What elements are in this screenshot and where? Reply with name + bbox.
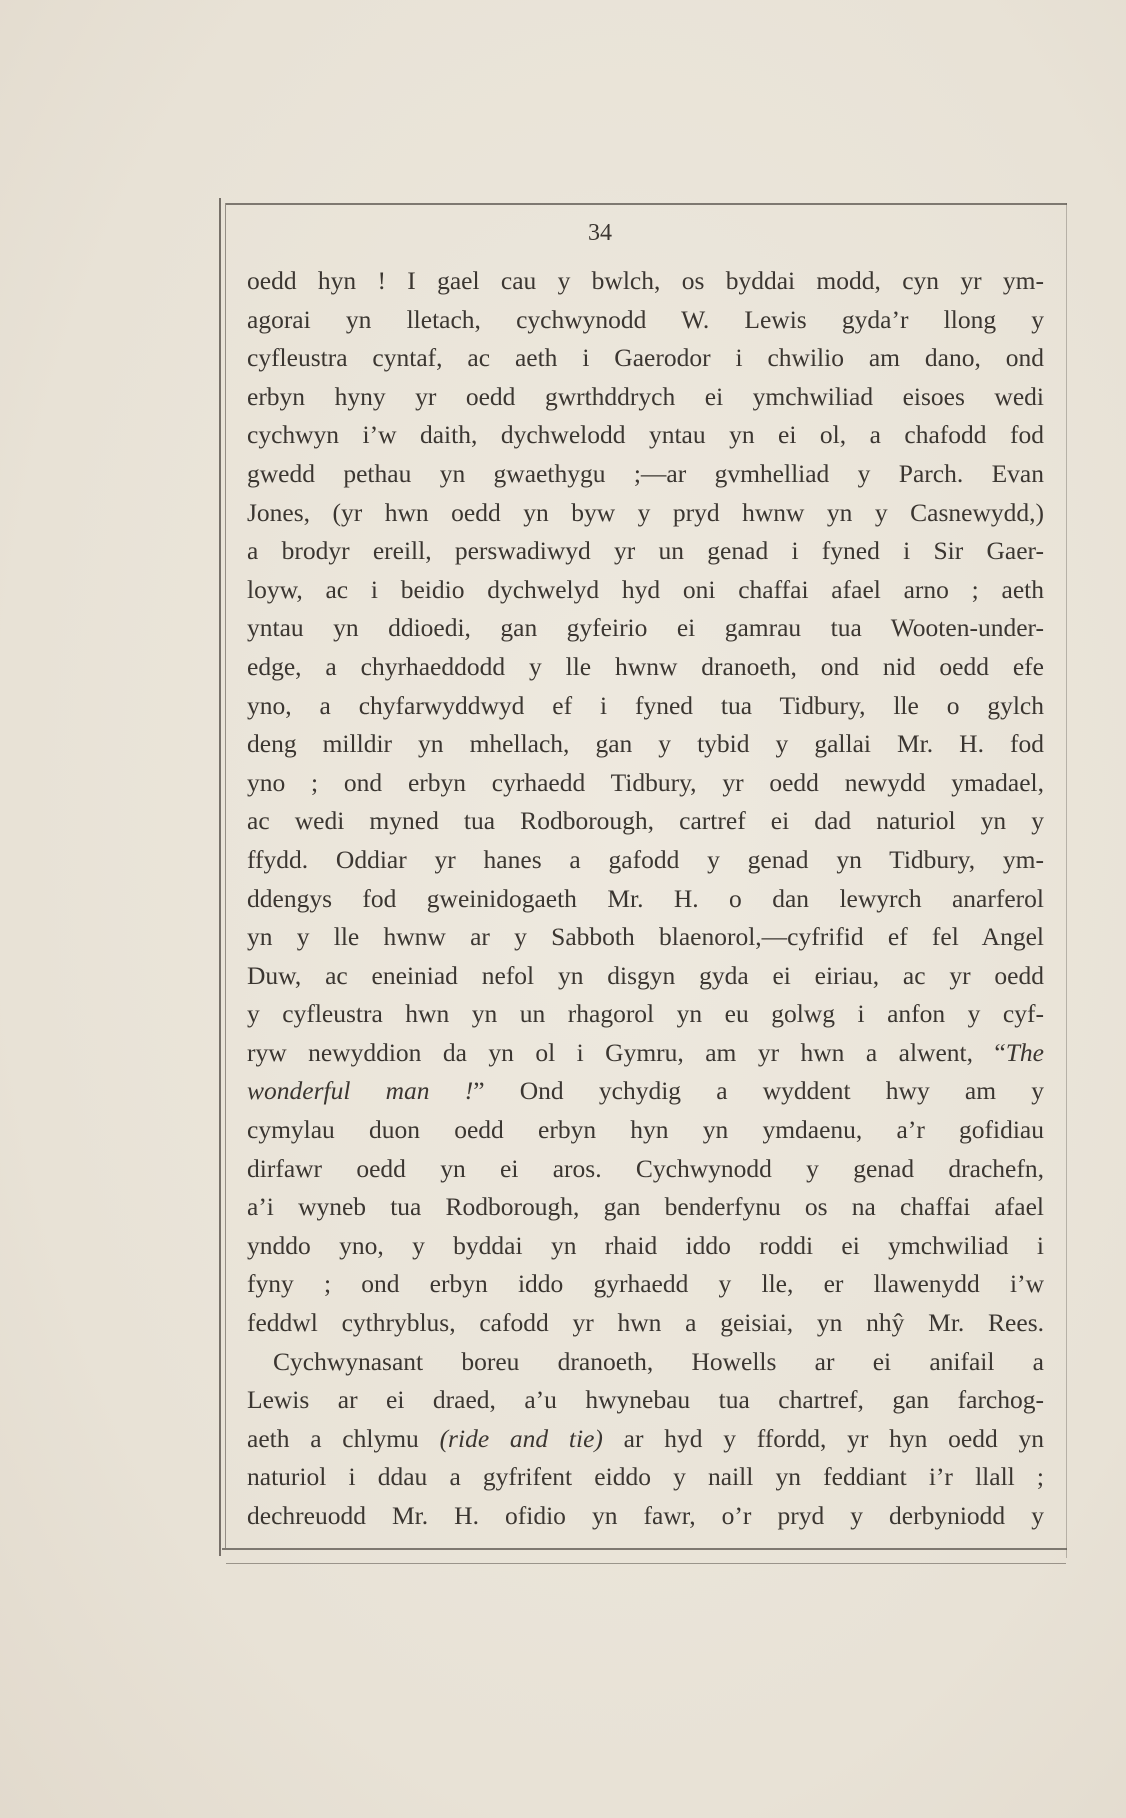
text-line: gwedd pethau yn gwaethygu ;—ar gvmhelliad y Parch. Evan: [247, 458, 1044, 488]
text-line: agorai yn lletach, cychwynodd W. Lewis gyda’r llong y: [247, 304, 1044, 334]
left-inner-border-rule: [225, 203, 226, 1548]
text-line: fyny ; ond erbyn iddo gyrhaedd y lle, er llawenydd i’w: [247, 1269, 1044, 1299]
text-line: a’i wyneb tua Rodborough, gan benderfynu os na chaffai afael: [247, 1192, 1044, 1222]
text-line: erbyn hyny yr oedd gwrthddrych ei ymchwiliad eisoes wedi: [247, 381, 1044, 411]
text-line: y cyfleustra hwn yn un rhagorol yn eu golwg i anfon y cyf-: [247, 999, 1044, 1029]
text-line: [247, 1072, 1044, 1111]
text-line: oedd hyn ! I gael cau y bwlch, os byddai modd, cyn yr ym-: [247, 266, 1044, 295]
text-line: feddwl cythryblus, cafodd yr hwn a geisiai, yn nhŷ Mr. Rees.: [247, 1308, 1044, 1338]
bottom-inner-border-rule: [226, 1563, 1066, 1564]
italic-text: wonderful man !: [247, 1076, 474, 1106]
text-line: ddengys fod gweinidogaeth Mr. H. o dan lewyrch anarferol: [247, 883, 1044, 913]
text-line: cymylau duon oedd erbyn hyn yn ymdaenu, a’r gofidiau: [247, 1115, 1044, 1145]
text-line: ffydd. Oddiar yr hanes a gafodd y genad yn Tidbury, ym-: [247, 844, 1044, 874]
text-line: ac wedi myned tua Rodborough, cartref ei dad naturiol yn y: [247, 806, 1044, 836]
text-line: [247, 1034, 1044, 1073]
text-line: yntau yn ddioedi, gan gyfeirio ei gamrau tua Wooten-under-: [247, 613, 1044, 643]
text-line: loyw, ac i beidio dychwelyd hyd oni chaffai afael arno ; aeth: [247, 574, 1044, 604]
text-segment: ” Ond ychydig a wyddent hwy am y: [473, 1076, 1044, 1106]
italic-text: (ride and tie): [439, 1423, 603, 1453]
text-line: Jones, (yr hwn oedd yn byw y pryd hwnw yn y Casnewydd,): [247, 497, 1044, 527]
left-border-rule: [219, 198, 221, 1556]
italic-text: The: [1005, 1037, 1044, 1067]
text-line: Lewis ar ei draed, a’u hwynebau tua chartref, gan farchog-: [247, 1385, 1044, 1415]
text-line: Duw, ac eneiniad nefol yn disgyn gyda ei eiriau, ac yr oedd: [247, 960, 1044, 990]
page-number: 34: [588, 220, 612, 246]
body-text: [247, 262, 1044, 1536]
text-line: Cychwynasant boreu dranoeth, Howells ar ei anifail a: [273, 1346, 1044, 1376]
text-line: edge, a chyrhaeddodd y lle hwnw dranoeth, ond nid oedd efe: [247, 651, 1044, 681]
text-line: yn y lle hwnw ar y Sabboth blaenorol,—cyfrifid ef fel Angel: [247, 922, 1044, 952]
text-line: naturiol i ddau a gyfrifent eiddo y naill yn feddiant i’r llall ;: [247, 1462, 1044, 1492]
text-line: deng milldir yn mhellach, gan y tybid y gallai Mr. H. fod: [247, 729, 1044, 759]
text-line: dirfawr oedd yn ei aros. Cychwynodd y genad drachefn,: [247, 1153, 1044, 1183]
bottom-border-rule: [222, 1548, 1067, 1550]
top-border-rule: [226, 203, 1067, 205]
text-line: cychwyn i’w daith, dychwelodd yntau yn ei ol, a chafodd fod: [247, 420, 1044, 450]
text-line: yno, a chyfarwyddwyd ef i fyned tua Tidbury, lle o gylch: [247, 690, 1044, 720]
text-segment: aeth a chlymu: [247, 1423, 440, 1453]
text-line: yno ; ond erbyn cyrhaedd Tidbury, yr oedd newydd ymadael,: [247, 767, 1044, 797]
text-line: a brodyr ereill, perswadiwyd yr un genad i fyned i Sir Gaer-: [247, 536, 1044, 566]
text-line: dechreuodd Mr. H. ofidio yn fawr, o’r pryd y derbyniodd y: [247, 1501, 1044, 1530]
text-line: ynddo yno, y byddai yn rhaid iddo roddi ei ymchwiliad i: [247, 1230, 1044, 1260]
text-line: cyfleustra cyntaf, ac aeth i Gaerodor i chwilio am dano, ond: [247, 343, 1044, 373]
text-line: [247, 1420, 1044, 1459]
text-segment: ryw newyddion da yn ol i Gymru, am yr hwn a alwent, “: [247, 1037, 1006, 1067]
right-border-rule: [1066, 203, 1067, 1558]
text-segment: ar hyd y ffordd, yr hyn oedd yn: [602, 1423, 1044, 1453]
